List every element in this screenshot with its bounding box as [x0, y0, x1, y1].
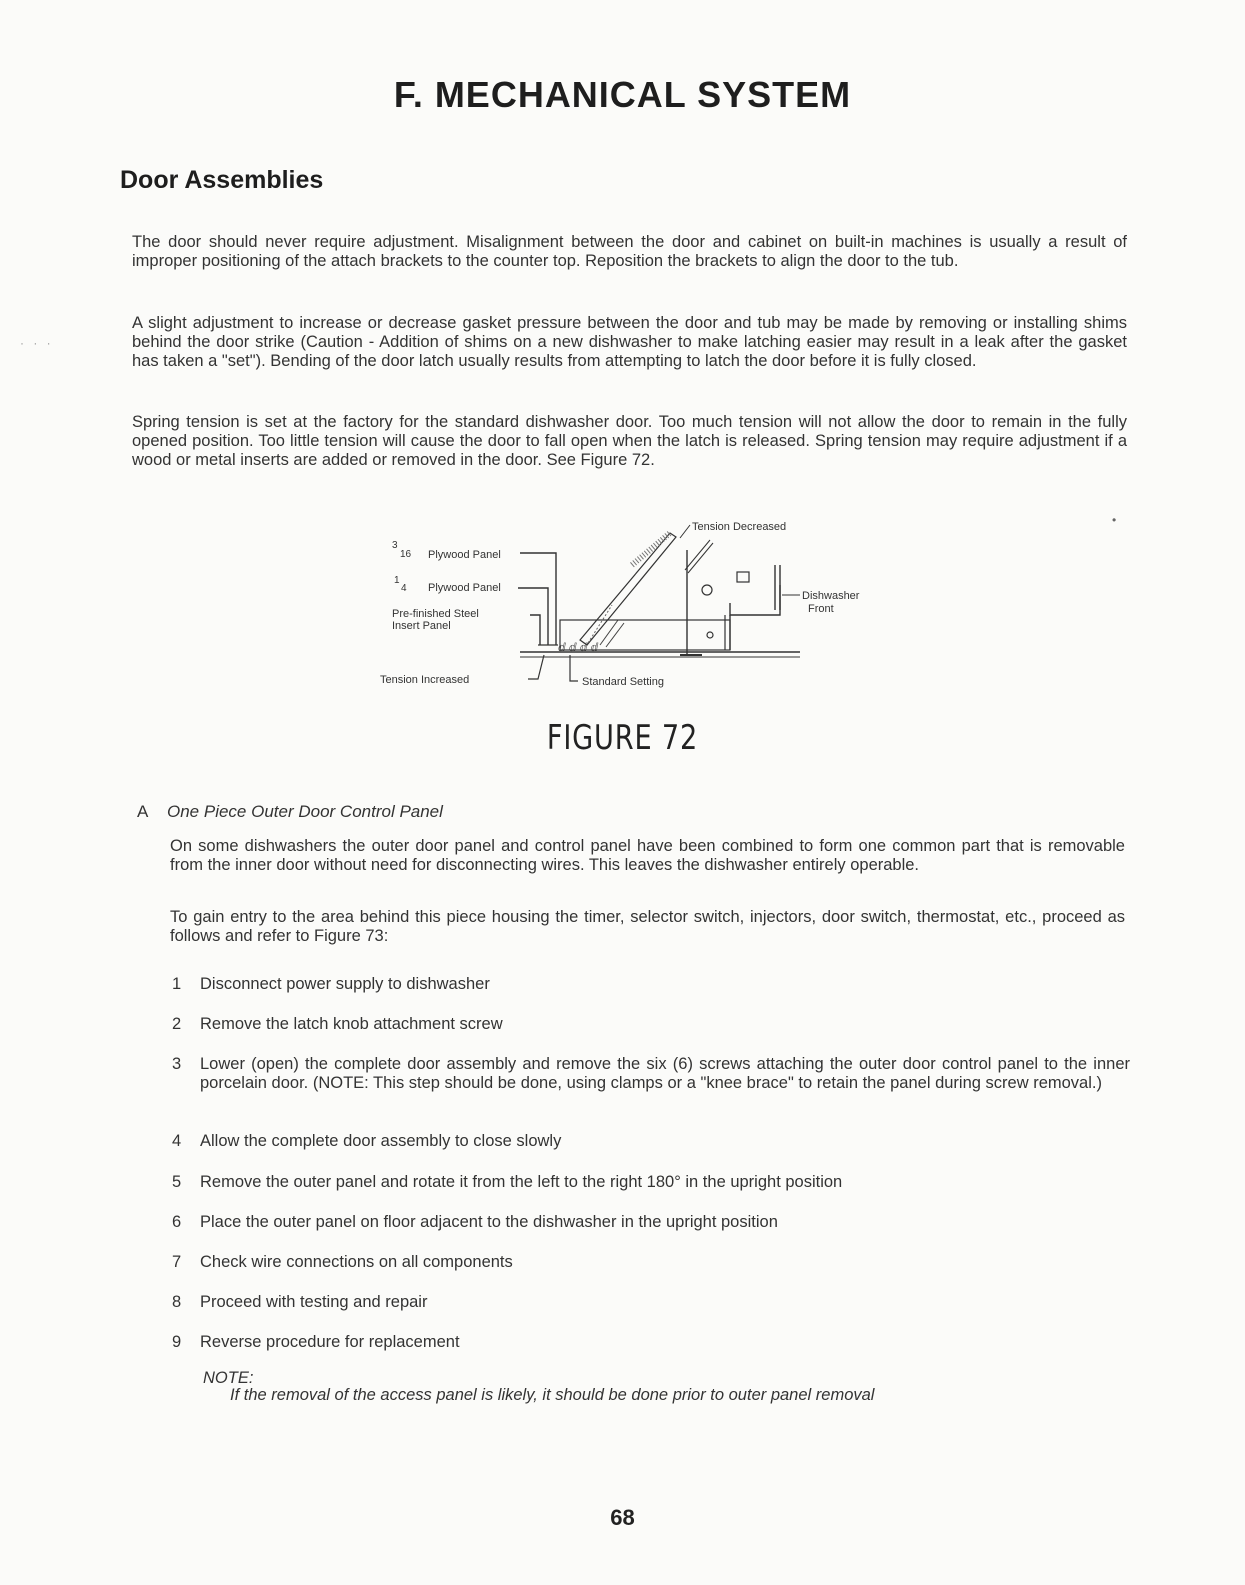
step-number: 2: [172, 1015, 182, 1033]
note-label: NOTE:: [203, 1369, 254, 1387]
subsection-heading: [137, 802, 443, 822]
step-number: 4: [172, 1132, 182, 1150]
paragraph-one-piece-panel: On some dishwashers the outer door panel and control panel have been combined to form one common part that is removable from the inner door without need for disconnecting wires. This leaves the dishwasher entirely operable.: [170, 837, 1125, 874]
step-text: Check wire connections on all components: [200, 1253, 513, 1271]
step-number: 1: [172, 975, 182, 993]
step-number: 9: [172, 1333, 182, 1351]
label-fraction-3-16-num: 3: [392, 540, 398, 551]
label-dishwasher-line2: Front: [808, 603, 834, 615]
section-title: Door Assemblies: [120, 166, 324, 194]
figure-72-diagram: [380, 505, 920, 700]
subsection-title: One Piece Outer Door Control Panel: [167, 802, 443, 821]
label-fraction-1-4-den: 4: [401, 583, 407, 594]
step-number: 8: [172, 1293, 182, 1311]
step-text: Proceed with testing and repair: [200, 1293, 428, 1311]
paragraph-spring-tension: Spring tension is set at the factory for the standard dishwasher door. Too much tension will not allow the door to remain in the fully opened position. Too little tension will cause the door to fall open when the latch is released. Spring tension may require adjustment if a wood or metal inserts are added or removed in the door. See Figure 72.: [132, 413, 1127, 469]
label-standard-setting: Standard Setting: [582, 676, 664, 688]
step-number: 3: [172, 1055, 182, 1073]
subsection-marker: A: [137, 802, 149, 821]
page-number: 68: [610, 1505, 635, 1530]
step-number: 7: [172, 1253, 182, 1271]
hinge-marks: ⅆ ⅆ ⅆ ⅆ: [558, 642, 599, 654]
paragraph-door-alignment: The door should never require adjustment. Misalignment between the door and cabinet on built-in machines is usually a result of improper positioning of the attach brackets to the counter top. Reposition the brackets to align the door to the tub.: [132, 233, 1127, 270]
label-plywood-3-16: Plywood Panel: [428, 549, 501, 561]
margin-marks: · · ·: [20, 336, 54, 350]
page-title: F. MECHANICAL SYSTEM: [393, 74, 852, 115]
label-dishwasher-line1: Dishwasher: [802, 590, 860, 602]
label-tension-decreased: Tension Decreased: [692, 521, 787, 533]
step-text: Disconnect power supply to dishwasher: [200, 975, 490, 993]
margin-mark-right: •: [1112, 513, 1117, 527]
figure-caption: FIGURE 72: [546, 718, 699, 758]
label-plywood-1-4: Plywood Panel: [428, 582, 501, 594]
step-number: 5: [172, 1173, 182, 1191]
step-text: Remove the outer panel and rotate it from the left to the right 180° in the upright position: [200, 1173, 843, 1191]
label-steel-line1: Pre-finished Steel: [392, 608, 479, 620]
step-text: Lower (open) the complete door assembly and remove the six (6) screws attaching the outer door control panel to the inner porcelain door. (NOTE: This step should be done, using clamps or a "knee brace" to retain the panel during screw removal.): [200, 1055, 1130, 1092]
step-text: Place the outer panel on floor adjacent to the dishwasher in the upright position: [200, 1213, 778, 1231]
step-number: 6: [172, 1213, 182, 1231]
label-steel-line2: Insert Panel: [392, 620, 451, 632]
step-text: Remove the latch knob attachment screw: [200, 1015, 503, 1033]
step-text: Reverse procedure for replacement: [200, 1333, 460, 1351]
paragraph-gasket-pressure: A slight adjustment to increase or decrease gasket pressure between the door and tub may be made by removing or installing shims behind the door strike (Caution - Addition of shims on a new dishwasher to make latching easier may result in a leak after the gasket has taken a "set"). Bending of the door latch usually results from attempting to latch the door before it is fully closed.: [132, 314, 1127, 370]
note-text: If the removal of the access panel is likely, it should be done prior to outer panel removal: [230, 1386, 875, 1404]
paragraph-gain-entry: To gain entry to the area behind this piece housing the timer, selector switch, injectors, door switch, thermostat, etc., proceed as follows and refer to Figure 73:: [170, 908, 1125, 945]
label-fraction-3-16-den: 16: [400, 549, 412, 560]
label-tension-increased: Tension Increased: [380, 674, 470, 686]
label-fraction-1-4-num: 1: [394, 575, 400, 586]
step-text: Allow the complete door assembly to close slowly: [200, 1132, 562, 1150]
